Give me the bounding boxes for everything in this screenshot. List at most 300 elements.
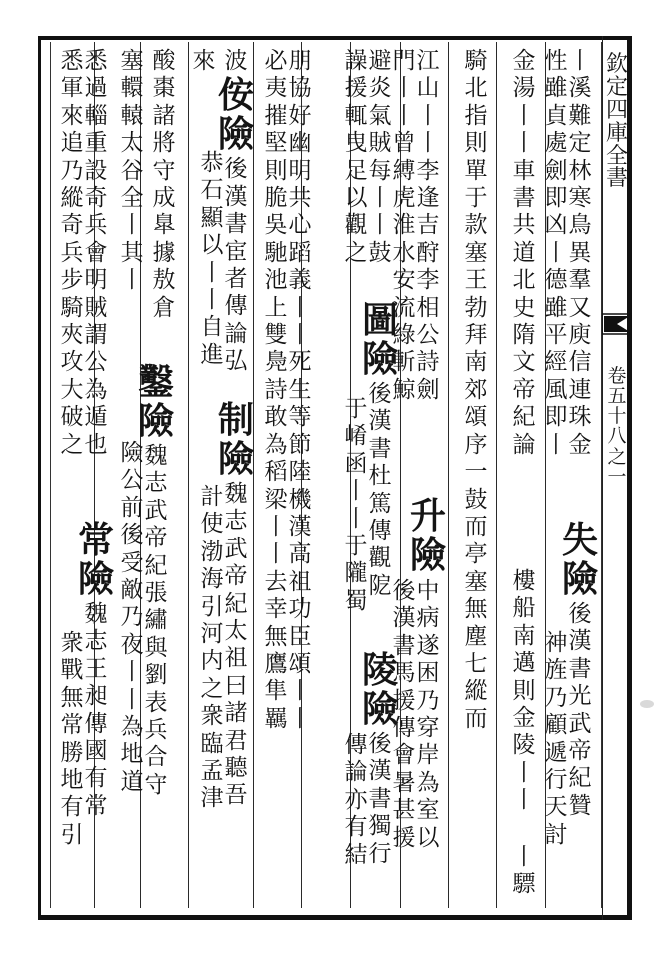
glyph: 丨: [368, 212, 392, 239]
glyph: 敢: [264, 404, 288, 431]
glyph: 後: [392, 578, 416, 604]
glyph: 轅: [120, 102, 144, 129]
glyph: 安: [392, 267, 416, 294]
glyph: 郊: [464, 376, 488, 403]
glyph: 稻: [264, 459, 288, 486]
glyph: 恭: [200, 150, 224, 176]
glyph: 顯: [200, 204, 224, 231]
text-column: [500, 844, 548, 899]
glyph: 援: [392, 687, 416, 714]
column-text: [513, 844, 536, 899]
glyph: 吳: [264, 212, 288, 239]
glyph: 騎: [60, 294, 84, 321]
glyph: 處: [544, 130, 568, 157]
glyph: 南: [464, 349, 488, 376]
glyph: 結: [344, 841, 368, 868]
book-title: [604, 54, 630, 191]
glyph: 炎: [368, 75, 392, 102]
glyph: 塞: [120, 48, 144, 74]
glyph: 聽: [224, 755, 248, 782]
glyph: 足: [344, 157, 368, 184]
glyph: 論: [224, 320, 248, 347]
glyph: 傳: [344, 732, 368, 758]
column-text: [201, 150, 224, 369]
glyph: 高: [288, 541, 312, 568]
glyph: 後: [224, 156, 248, 183]
glyph: 書: [568, 655, 592, 682]
glyph: 轘: [120, 75, 144, 102]
glyph: 亦: [344, 786, 368, 813]
glyph: 鼓: [464, 486, 488, 513]
glyph: 以: [344, 185, 368, 212]
glyph: 暑: [392, 769, 416, 796]
glyph: 王: [464, 267, 488, 294]
glyph: 紀: [224, 590, 248, 617]
glyph: 進: [200, 341, 224, 368]
glyph: 賊: [368, 130, 392, 157]
glyph: 來: [192, 48, 216, 74]
glyph: 李: [416, 267, 440, 294]
glyph: 志: [84, 628, 108, 655]
glyph: 孟: [200, 758, 224, 785]
entry-headword: [78, 521, 114, 599]
glyph: 等: [288, 404, 312, 431]
text-column: [500, 48, 548, 459]
glyph: 漢: [224, 183, 248, 210]
glyph: 道: [512, 239, 536, 266]
glyph: 夜: [120, 631, 144, 658]
glyph: 津: [200, 785, 224, 812]
text-column: [332, 396, 380, 615]
glyph: 五: [607, 385, 627, 408]
glyph: 傳: [224, 293, 248, 320]
glyph: 而: [464, 705, 488, 732]
glyph: 倉: [152, 294, 176, 321]
glyph: 大: [60, 376, 84, 403]
glyph: 守: [144, 771, 168, 798]
glyph: 後: [120, 522, 144, 549]
glyph: 贊: [568, 792, 592, 819]
glyph: 前: [120, 494, 144, 521]
glyph: 為: [120, 714, 144, 741]
glyph: 信: [568, 349, 592, 376]
glyph: 太: [120, 130, 144, 157]
glyph: 公: [120, 467, 144, 494]
glyph: 羈: [264, 705, 288, 732]
glyph: 騎: [464, 48, 488, 74]
glyph: 陵: [361, 649, 398, 691]
glyph: 顧: [544, 712, 568, 739]
glyph: 丨: [392, 75, 416, 102]
glyph: 斬: [392, 349, 416, 376]
glyph: 丨: [288, 705, 312, 732]
glyph: 有: [84, 765, 108, 792]
glyph: 書: [368, 785, 392, 812]
glyph: 漢: [392, 605, 416, 632]
glyph: 相: [416, 294, 440, 321]
glyph: 好: [288, 102, 312, 129]
glyph: 北: [512, 267, 536, 294]
glyph: 丨: [568, 48, 592, 74]
glyph: 崤: [344, 423, 368, 450]
glyph: 險: [217, 113, 254, 156]
glyph: 王: [84, 655, 108, 682]
text-column: [188, 150, 236, 369]
glyph: 漢: [288, 513, 312, 540]
glyph: 邁: [512, 650, 536, 677]
glyph: 四: [605, 97, 628, 123]
entry-headword: [218, 76, 254, 154]
glyph: 曳: [344, 130, 368, 157]
glyph: 庾: [568, 322, 592, 349]
glyph: 公: [84, 349, 108, 376]
glyph: 乃: [120, 604, 144, 631]
glyph: 也: [84, 431, 108, 458]
glyph: 堅: [264, 130, 288, 157]
glyph: 鷹: [264, 650, 288, 677]
glyph: 公: [416, 322, 440, 349]
glyph: 馬: [392, 660, 416, 687]
glyph: 傳: [368, 518, 392, 545]
glyph: 吾: [224, 782, 248, 809]
glyph: 頌: [464, 404, 488, 431]
glyph: 必: [264, 48, 288, 74]
volume-label: [604, 366, 630, 487]
glyph: 鯨: [392, 376, 416, 403]
glyph: 北: [464, 75, 488, 102]
glyph: 險: [217, 438, 254, 480]
glyph: 吉: [416, 212, 440, 239]
glyph: 帝: [568, 738, 592, 765]
glyph: 為: [84, 376, 108, 403]
glyph: 丨: [288, 678, 312, 705]
glyph: 頌: [288, 650, 312, 677]
glyph: 悉: [60, 48, 84, 74]
glyph: 引: [60, 821, 84, 848]
glyph: 乃: [60, 157, 84, 184]
glyph: 之: [344, 239, 368, 266]
glyph: 幸: [264, 596, 288, 623]
entry-headword: [218, 401, 254, 479]
glyph: 羣: [568, 267, 592, 294]
glyph: 淮: [392, 212, 416, 239]
glyph: 來: [60, 102, 84, 129]
glyph: 受: [120, 549, 144, 576]
glyph: 行: [544, 767, 568, 794]
glyph: 後: [568, 601, 592, 627]
glyph: 繡: [144, 607, 168, 634]
glyph: 丨: [416, 130, 440, 157]
glyph: 池: [264, 267, 288, 294]
glyph: 勝: [60, 739, 84, 766]
glyph: 綠: [392, 322, 416, 349]
glyph: 以: [200, 232, 224, 259]
glyph: 自: [200, 314, 224, 341]
column-text: [545, 630, 568, 849]
glyph: 丨: [512, 759, 536, 786]
glyph: 于: [344, 533, 368, 560]
glyph: 丨: [264, 541, 288, 568]
glyph: 觀: [344, 212, 368, 239]
glyph: 十: [607, 405, 627, 428]
glyph: 全: [120, 185, 144, 212]
glyph: 會: [84, 239, 108, 266]
glyph: 軍: [60, 75, 84, 102]
glyph: 金: [512, 48, 536, 74]
glyph: 塞: [464, 239, 488, 266]
glyph: 論: [512, 431, 536, 458]
glyph: 祖: [224, 645, 248, 672]
glyph: 明: [288, 157, 312, 184]
glyph: 乃: [416, 687, 440, 714]
glyph: 武: [568, 710, 592, 737]
glyph: 丨: [368, 185, 392, 212]
glyph: 戰: [60, 657, 84, 684]
column-text: [201, 484, 224, 813]
glyph: 武: [144, 497, 168, 524]
glyph: 紀: [144, 552, 168, 579]
glyph: 劍: [544, 157, 568, 184]
glyph: 帝: [144, 525, 168, 552]
entry-headword: [362, 301, 398, 379]
glyph: 天: [544, 794, 568, 821]
glyph: 經: [544, 349, 568, 376]
glyph: 險: [409, 534, 446, 576]
glyph: 金: [568, 431, 592, 458]
glyph: 幽: [288, 130, 312, 157]
glyph: 光: [568, 683, 592, 710]
glyph: 丨: [512, 130, 536, 157]
glyph: 太: [224, 618, 248, 645]
glyph: 丨: [120, 659, 144, 686]
glyph: 丨: [288, 322, 312, 349]
glyph: 臯: [152, 212, 176, 239]
glyph: 書: [392, 632, 416, 659]
glyph: 丨: [544, 431, 568, 458]
glyph: 侒: [217, 74, 254, 117]
paper-stain: [640, 700, 654, 708]
glyph: 追: [60, 130, 84, 157]
glyph: 陵: [512, 732, 536, 759]
glyph: 步: [60, 267, 84, 294]
glyph: 谷: [120, 157, 144, 184]
glyph: 夷: [264, 75, 288, 102]
glyph: 志: [144, 470, 168, 497]
glyph: 曰: [224, 672, 248, 699]
glyph: 魏: [84, 601, 108, 627]
glyph: 丨: [416, 102, 440, 129]
glyph: 破: [60, 404, 84, 431]
glyph: 丨: [544, 239, 568, 266]
glyph: 帝: [512, 376, 536, 403]
glyph: 棗: [152, 75, 176, 102]
glyph: 風: [544, 376, 568, 403]
glyph: 而: [464, 513, 488, 540]
glyph: 漢: [368, 758, 392, 785]
glyph: 將: [152, 130, 176, 157]
glyph: 八: [607, 425, 627, 448]
glyph: 南: [512, 622, 536, 649]
glyph: 其: [120, 239, 144, 266]
entry-headword: [362, 651, 398, 729]
glyph: 國: [84, 738, 108, 765]
glyph: 險: [77, 558, 114, 600]
glyph: 合: [144, 744, 168, 771]
glyph: 序: [464, 431, 488, 458]
glyph: 上: [264, 294, 288, 321]
glyph: 鑿: [137, 361, 174, 403]
glyph: 酸: [152, 48, 176, 74]
glyph: 于: [344, 396, 368, 422]
glyph: 流: [392, 294, 416, 321]
glyph: 君: [224, 727, 248, 754]
column-text: [121, 48, 144, 295]
glyph: 款: [464, 212, 488, 239]
glyph: 河: [200, 621, 224, 648]
glyph: 一: [607, 465, 627, 488]
glyph: 譟: [344, 48, 368, 74]
glyph: 險: [361, 338, 398, 380]
glyph: 朋: [288, 48, 312, 74]
glyph: 詩: [416, 349, 440, 376]
glyph: 溪: [568, 75, 592, 102]
glyph: 室: [416, 797, 440, 824]
glyph: 險: [137, 400, 174, 442]
glyph: 死: [288, 349, 312, 376]
glyph: 遞: [544, 739, 568, 766]
glyph: 丨: [392, 102, 416, 129]
glyph: 臣: [288, 623, 312, 650]
glyph: 敖: [152, 267, 176, 294]
glyph: 阸: [368, 572, 392, 599]
column-text: [345, 48, 368, 267]
glyph: 函: [344, 450, 368, 477]
glyph: 連: [568, 376, 592, 403]
glyph: 共: [288, 185, 312, 212]
glyph: 常: [60, 712, 84, 739]
glyph: 謂: [84, 322, 108, 349]
glyph: 衆: [200, 703, 224, 730]
column-text: [265, 48, 288, 733]
glyph: 漢: [368, 408, 392, 435]
glyph: 武: [224, 535, 248, 562]
glyph: 書: [605, 166, 628, 192]
glyph: 平: [544, 322, 568, 349]
glyph: 敵: [120, 577, 144, 604]
glyph: 援: [344, 75, 368, 102]
glyph: 書: [512, 185, 536, 212]
glyph: 凶: [544, 212, 568, 239]
glyph: 驃: [512, 871, 536, 898]
glyph: 樓: [512, 568, 536, 594]
glyph: 曾: [392, 130, 416, 157]
glyph: 珠: [568, 404, 592, 431]
glyph: 生: [288, 376, 312, 403]
glyph: 險: [361, 688, 398, 730]
glyph: 七: [464, 650, 488, 677]
glyph: 雖: [544, 294, 568, 321]
column-text: [345, 396, 368, 615]
glyph: 會: [392, 742, 416, 769]
glyph: 石: [200, 177, 224, 204]
glyph: 脆: [264, 185, 288, 212]
glyph: 貞: [544, 102, 568, 129]
glyph: 諸: [224, 700, 248, 727]
glyph: 引: [200, 593, 224, 620]
glyph: 無: [464, 596, 488, 623]
glyph: 縱: [464, 678, 488, 705]
text-column: [404, 496, 452, 577]
glyph: 江: [416, 48, 440, 74]
glyph: 之: [200, 675, 224, 702]
glyph: 表: [144, 689, 168, 716]
text-column: [532, 630, 580, 849]
glyph: 論: [344, 759, 368, 786]
glyph: 丨: [120, 267, 144, 294]
glyph: 丨: [512, 787, 536, 814]
glyph: 雙: [264, 322, 288, 349]
glyph: 蹈: [288, 239, 312, 266]
glyph: 海: [200, 566, 224, 593]
glyph: 旌: [544, 657, 568, 684]
glyph: 紀: [512, 404, 536, 431]
entry-headword: [138, 363, 174, 441]
glyph: 異: [568, 239, 592, 266]
glyph: 全: [605, 143, 628, 169]
text-column: [48, 630, 96, 849]
glyph: 輜: [84, 102, 108, 129]
glyph: 丨: [512, 844, 536, 870]
glyph: 明: [84, 267, 108, 294]
glyph: 志: [224, 508, 248, 535]
glyph: 鳧: [264, 349, 288, 376]
glyph: 衆: [60, 630, 84, 656]
glyph: 渤: [200, 538, 224, 565]
glyph: 詩: [264, 376, 288, 403]
column-text: [465, 48, 488, 733]
glyph: 一: [464, 459, 488, 486]
glyph: 之: [60, 431, 84, 458]
glyph: 摧: [264, 102, 288, 129]
glyph: 使: [200, 511, 224, 538]
glyph: 奇: [84, 185, 108, 212]
glyph: 制: [217, 399, 254, 441]
glyph: 丨: [120, 686, 144, 713]
glyph: 丨: [200, 287, 224, 314]
glyph: 梁: [264, 486, 288, 513]
glyph: 卷: [607, 365, 627, 387]
text-column: [452, 48, 500, 733]
glyph: 夾: [60, 322, 84, 349]
glyph: 有: [344, 814, 368, 841]
glyph: 避: [368, 48, 392, 74]
glyph: 丨: [200, 259, 224, 286]
glyph: 討: [544, 821, 568, 848]
glyph: 即: [544, 185, 568, 212]
glyph: 定: [605, 74, 628, 100]
glyph: 獨: [368, 813, 392, 840]
glyph: 雖: [544, 75, 568, 102]
glyph: 丨: [120, 212, 144, 239]
glyph: 定: [568, 130, 592, 157]
glyph: 設: [84, 157, 108, 184]
glyph: 縛: [392, 157, 416, 184]
glyph: 常: [77, 519, 114, 561]
glyph: 甚: [392, 797, 416, 824]
glyph: 重: [84, 130, 108, 157]
glyph: 湯: [512, 75, 536, 102]
glyph: 于: [464, 185, 488, 212]
